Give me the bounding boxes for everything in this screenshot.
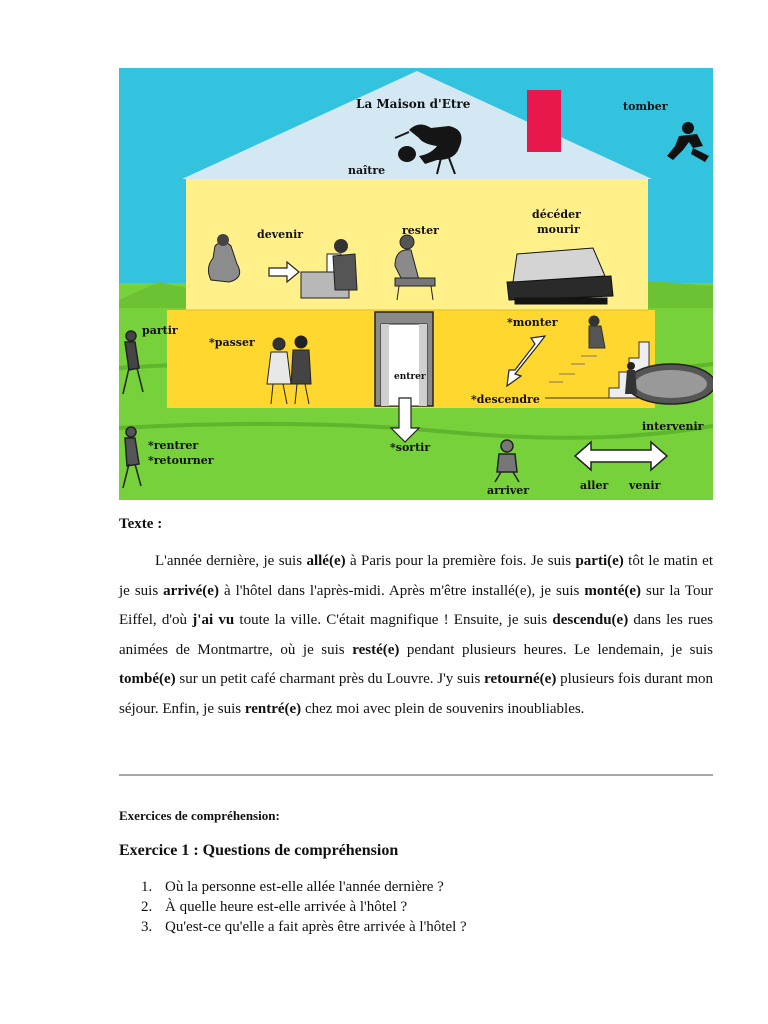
coffin-scene xyxy=(507,248,613,304)
verb-label-sortir: *sortir xyxy=(390,441,431,454)
highlighted-verb: parti(e) xyxy=(575,553,624,569)
verb-label-aller: aller xyxy=(580,479,609,492)
exercise1-title: Exercice 1 : Questions de compréhension xyxy=(119,842,399,859)
verb-label-partir: partir xyxy=(142,324,178,337)
text-run: pendant plusieurs heures. Le lendemain, je suis xyxy=(399,641,713,658)
text-run: à l'hôtel dans l'après-midi. Après m'être installé(e), je suis xyxy=(218,582,585,599)
question-text: Qu'est-ce qu'elle a fait après être arrivée à l'hôtel ? xyxy=(165,919,467,935)
question-number: 2. xyxy=(141,899,153,915)
text-run: tôt le matin et je suis xyxy=(119,553,713,599)
text-run: à Paris pour la première fois. Je suis xyxy=(345,553,576,569)
verb-label-entrer: entrer xyxy=(394,372,426,382)
highlighted-verb: arrivé(e) xyxy=(163,582,219,599)
question-item xyxy=(119,897,467,917)
highlighted-verb: descendu(e) xyxy=(552,612,629,628)
text-run: sur la Tour Eiffel, d'où xyxy=(119,582,714,628)
question-number: 3. xyxy=(141,919,153,935)
question-number: 1. xyxy=(141,879,153,895)
highlighted-verb: tombé(e) xyxy=(119,671,176,687)
highlighted-verb: allé(e) xyxy=(306,553,346,569)
text-run: L'année dernière, je suis xyxy=(155,553,307,569)
verb-label-venir: venir xyxy=(629,479,661,492)
highlighted-verb: retourné(e) xyxy=(484,671,557,687)
verb-label-mourir: mourir xyxy=(537,223,580,236)
highlighted-verb: monté(e) xyxy=(584,582,642,599)
verb-label-arriver: arriver xyxy=(487,484,530,497)
question-list xyxy=(119,877,467,937)
question-item xyxy=(119,917,467,937)
verb-label-intervenir: intervenir xyxy=(642,420,704,433)
texte-heading: Texte : xyxy=(119,516,163,532)
exercises-label: Exercices de compréhension: xyxy=(119,808,280,823)
highlighted-verb: resté(e) xyxy=(352,641,400,658)
texte-paragraph xyxy=(119,547,713,724)
section-divider xyxy=(119,774,713,776)
text-run: plusieurs fois durant mon séjour. Enfin, je suis xyxy=(119,671,713,717)
highlighted-verb: j'ai vu xyxy=(192,612,235,628)
illustration-title: La Maison d'Etre xyxy=(356,97,471,111)
verb-label-tomber: tomber xyxy=(623,100,668,113)
verb-label-rentrer: *rentrer xyxy=(148,439,199,452)
verb-label-deceder: décéder xyxy=(532,208,581,221)
question-text: À quelle heure est-elle arrivée à l'hôtel ? xyxy=(165,899,408,915)
verb-label-naitre: naître xyxy=(348,164,386,177)
maison-detre-illustration xyxy=(119,68,713,500)
verb-label-monter: *monter xyxy=(507,316,558,329)
question-text: Où la personne est-elle allée l'année dernière ? xyxy=(165,879,444,895)
verb-label-descendre: *descendre xyxy=(471,393,540,406)
verb-label-passer: *passer xyxy=(209,336,255,349)
text-run: chez moi avec plein de souvenirs inoubliables. xyxy=(301,700,585,717)
text-run: sur un petit café charmant près du Louvre. J'y suis xyxy=(175,671,485,687)
verb-label-retourner: *retourner xyxy=(148,454,214,467)
chimney xyxy=(527,90,561,152)
verb-label-rester: rester xyxy=(402,224,439,237)
question-item xyxy=(119,877,467,897)
text-run: toute la ville. C'était magnifique ! Ensuite, je suis xyxy=(234,612,553,628)
door-entrer xyxy=(375,312,433,406)
text-run: dans les rues animées de Montmartre, où je suis xyxy=(119,612,713,658)
highlighted-verb: rentré(e) xyxy=(244,700,302,717)
verb-label-devenir: devenir xyxy=(257,228,304,241)
